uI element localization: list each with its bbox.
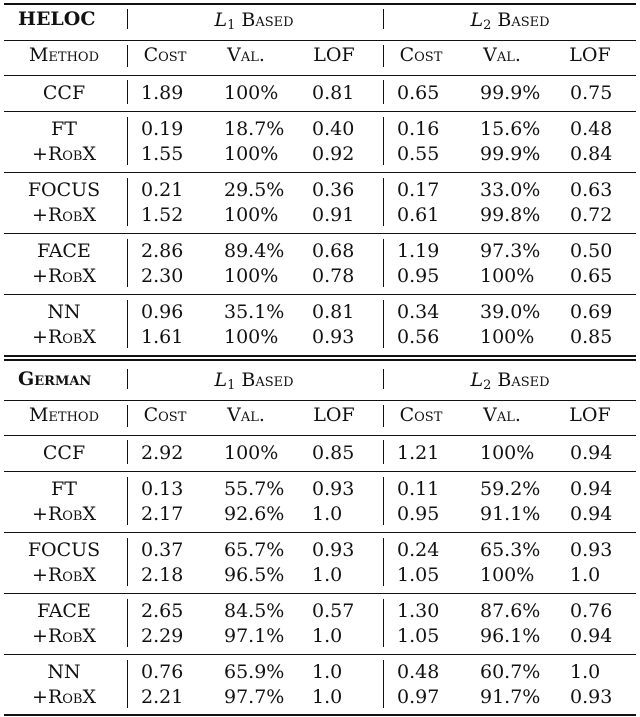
table-rule [4,172,636,173]
table-rule [4,400,636,401]
column-separator [127,405,128,427]
plus-sign: + [32,204,48,226]
validity-cell: 89.4% [224,240,285,262]
column-separator [383,405,384,427]
lof-cell: 1.0 [312,686,343,708]
lof-header: LOF [313,404,355,426]
column-separator [383,178,384,226]
validity-cell: 96.1% [480,625,541,647]
column-separator [383,599,384,647]
method-cell: FOCUS [27,539,101,561]
lof-cell: 0.85 [570,326,613,348]
validity-cell: 96.5% [224,564,285,586]
lof-cell: 0.81 [312,82,355,104]
validity-cell: 97.3% [480,240,541,262]
plus-sign: + [32,265,48,287]
method-cell: CCF [42,442,86,464]
validity-cell: 100% [480,442,535,464]
lof-cell: 0.65 [570,265,613,287]
method-cell [32,143,96,165]
group-rest: Based [491,369,550,391]
robx-label: RobX [47,326,96,348]
cost-cell: 1.05 [397,564,440,586]
validity-cell: 91.7% [480,686,541,708]
lof-cell: 0.50 [570,240,613,262]
method-header: Method [28,44,100,66]
method-cell: NN [47,301,81,323]
table-rule [4,355,636,357]
method-cell [32,564,96,586]
validity-cell: 65.3% [480,539,541,561]
method-cell [32,326,96,348]
table-rule [4,359,636,361]
plus-sign: + [32,326,48,348]
lof-cell: 0.75 [570,82,613,104]
lof-cell: 0.76 [570,600,613,622]
robx-label: RobX [47,503,96,525]
cost-cell: 0.13 [141,478,184,500]
validity-cell: 92.6% [224,503,285,525]
cost-cell: 1.05 [397,625,440,647]
val-header: Val. [227,44,265,66]
table-rule [4,471,636,472]
validity-cell: 100% [224,326,279,348]
table-rule [4,233,636,234]
column-separator [127,239,128,287]
method-cell: FACE [37,600,91,622]
method-cell: FT [51,118,77,140]
validity-cell: 35.1% [224,301,285,323]
cost-cell: 1.55 [141,143,184,165]
lof-cell: 1.0 [570,564,601,586]
cost-cell: 0.34 [397,301,440,323]
column-separator [383,369,384,389]
table-rule [4,654,636,655]
validity-cell: 100% [224,442,279,464]
cost-cell: 0.96 [141,301,184,323]
validity-cell: 60.7% [480,661,541,683]
column-separator [127,45,128,67]
lof-cell: 0.94 [570,503,613,525]
validity-cell: 84.5% [224,600,285,622]
lof-cell: 0.92 [312,143,355,165]
norm-letter: L [214,9,228,31]
cost-cell: 0.97 [397,686,440,708]
plus-sign: + [32,564,48,586]
lof-cell: 1.0 [312,661,343,683]
lof-cell: 0.94 [570,625,613,647]
l1-based-header [214,9,293,31]
cost-header: Cost [399,44,443,66]
column-separator [127,9,128,29]
validity-cell: 100% [224,265,279,287]
column-separator [383,660,384,708]
column-separator [127,660,128,708]
column-separator [127,599,128,647]
cost-cell: 1.89 [141,82,184,104]
cost-cell: 2.65 [141,600,184,622]
column-separator [127,178,128,226]
cost-cell: 1.52 [141,204,184,226]
validity-cell: 100% [224,204,279,226]
validity-cell: 99.8% [480,204,541,226]
lof-cell: 0.69 [570,301,613,323]
cost-cell: 0.21 [141,179,184,201]
cost-cell: 2.92 [141,442,184,464]
cost-cell: 1.21 [397,442,440,464]
lof-cell: 0.36 [312,179,355,201]
lof-cell: 0.93 [570,539,613,561]
norm-subscript: 2 [483,378,492,393]
norm-letter: L [214,369,228,391]
validity-cell: 91.1% [480,503,541,525]
validity-cell: 99.9% [480,82,541,104]
column-separator [383,440,384,464]
validity-cell: 97.7% [224,686,285,708]
validity-cell: 33.0% [480,179,541,201]
method-cell: FT [51,478,77,500]
lof-cell: 0.94 [570,442,613,464]
lof-header: LOF [569,44,611,66]
lof-cell: 0.40 [312,118,355,140]
robx-label: RobX [47,143,96,165]
lof-cell: 0.93 [312,326,355,348]
lof-cell: 0.78 [312,265,355,287]
table-rule [4,75,636,76]
table-rule [4,111,636,112]
column-separator [127,369,128,389]
plus-sign: + [32,143,48,165]
lof-cell: 0.81 [312,301,355,323]
cost-cell: 2.29 [141,625,184,647]
table-rule [4,294,636,295]
method-cell: FOCUS [27,179,101,201]
lof-cell: 0.93 [312,539,355,561]
cost-cell: 0.65 [397,82,440,104]
column-separator [383,117,384,165]
column-separator [127,117,128,165]
cost-cell: 0.95 [397,503,440,525]
dataset-title: German [18,368,92,390]
cost-cell: 0.48 [397,661,440,683]
robx-label: RobX [47,265,96,287]
validity-cell: 65.9% [224,661,285,683]
cost-cell: 1.19 [397,240,440,262]
validity-cell: 55.7% [224,478,285,500]
group-rest: Based [491,9,550,31]
lof-cell: 0.84 [570,143,613,165]
method-cell [32,265,96,287]
robx-label: RobX [47,204,96,226]
cost-cell: 2.30 [141,265,184,287]
norm-subscript: 1 [227,378,236,393]
method-cell [32,503,96,525]
norm-subscript: 2 [483,18,492,33]
column-separator [383,45,384,67]
validity-cell: 15.6% [480,118,541,140]
table-rule [4,40,636,41]
lof-header: LOF [313,44,355,66]
table-rule [4,593,636,594]
cost-cell: 0.19 [141,118,184,140]
validity-cell: 100% [224,82,279,104]
validity-cell: 99.9% [480,143,541,165]
table-rule [4,714,636,716]
validity-cell: 39.0% [480,301,541,323]
validity-cell: 97.1% [224,625,285,647]
validity-cell: 100% [224,143,279,165]
method-header: Method [28,404,100,426]
cost-cell: 1.61 [141,326,184,348]
val-header: Val. [227,404,265,426]
lof-cell: 0.68 [312,240,355,262]
l1-based-header [214,369,293,391]
cost-cell: 0.11 [397,478,440,500]
method-cell [32,625,96,647]
norm-letter: L [470,369,484,391]
group-rest: Based [235,9,294,31]
cost-cell: 1.30 [397,600,440,622]
column-separator [383,538,384,586]
column-separator [383,477,384,525]
l2-based-header [470,369,549,391]
column-separator [383,80,384,104]
lof-cell: 0.48 [570,118,613,140]
column-separator [383,300,384,348]
validity-cell: 29.5% [224,179,285,201]
validity-cell: 65.7% [224,539,285,561]
validity-cell: 18.7% [224,118,285,140]
column-separator [127,477,128,525]
cost-cell: 0.76 [141,661,184,683]
column-separator [383,239,384,287]
cost-header: Cost [143,404,187,426]
column-separator [383,9,384,29]
plus-sign: + [32,503,48,525]
cost-cell: 2.86 [141,240,184,262]
cost-cell: 0.16 [397,118,440,140]
val-header: Val. [483,404,521,426]
lof-cell: 1.0 [312,503,343,525]
table-rule [4,3,636,5]
lof-cell: 0.85 [312,442,355,464]
cost-cell: 0.55 [397,143,440,165]
lof-cell: 1.0 [570,661,601,683]
lof-cell: 0.72 [570,204,613,226]
cost-cell: 0.37 [141,539,184,561]
validity-cell: 100% [480,265,535,287]
column-separator [127,440,128,464]
validity-cell: 87.6% [480,600,541,622]
dataset-title: HELOC [18,8,96,30]
robx-label: RobX [47,625,96,647]
cost-cell: 0.61 [397,204,440,226]
table-rule [4,532,636,533]
method-cell: FACE [37,240,91,262]
robx-label: RobX [47,686,96,708]
plus-sign: + [32,625,48,647]
cost-header: Cost [399,404,443,426]
lof-cell: 0.94 [570,478,613,500]
lof-cell: 0.91 [312,204,355,226]
group-rest: Based [235,369,294,391]
cost-cell: 2.21 [141,686,184,708]
validity-cell: 100% [480,564,535,586]
lof-cell: 0.93 [570,686,613,708]
column-separator [127,538,128,586]
plus-sign: + [32,686,48,708]
method-cell: NN [47,661,81,683]
validity-cell: 100% [480,326,535,348]
cost-cell: 2.17 [141,503,184,525]
lof-header: LOF [569,404,611,426]
lof-cell: 0.63 [570,179,613,201]
lof-cell: 1.0 [312,625,343,647]
cost-cell: 0.56 [397,326,440,348]
cost-cell: 2.18 [141,564,184,586]
val-header: Val. [483,44,521,66]
method-cell [32,204,96,226]
method-cell: CCF [42,82,86,104]
column-separator [127,80,128,104]
robx-label: RobX [47,564,96,586]
cost-cell: 0.24 [397,539,440,561]
cost-header: Cost [143,44,187,66]
l2-based-header [470,9,549,31]
table-rule [4,435,636,436]
cost-cell: 0.95 [397,265,440,287]
lof-cell: 1.0 [312,564,343,586]
lof-cell: 0.57 [312,600,355,622]
norm-letter: L [470,9,484,31]
norm-subscript: 1 [227,18,236,33]
column-separator [127,300,128,348]
lof-cell: 0.93 [312,478,355,500]
validity-cell: 59.2% [480,478,541,500]
cost-cell: 0.17 [397,179,440,201]
method-cell [32,686,96,708]
